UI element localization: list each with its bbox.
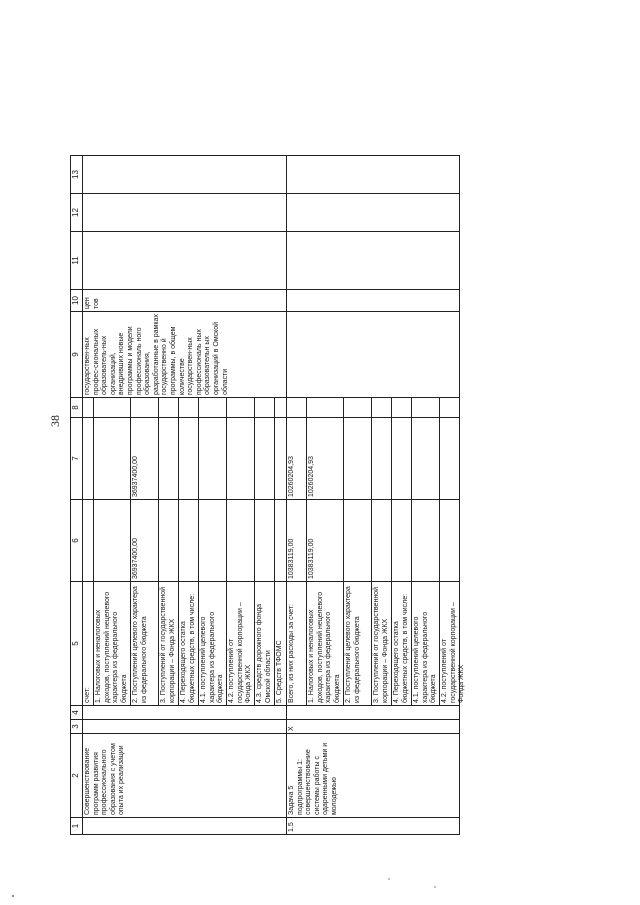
- blank-line: [287, 398, 306, 417]
- funding-line: 4.1. поступлений целевого характера из федерального бюджета: [198, 582, 226, 705]
- col-header: 10: [71, 290, 83, 312]
- funding-line: 4.3. средств дорожного фонда Омской области: [254, 582, 274, 705]
- blank-line: [254, 398, 274, 417]
- amount-line: [343, 418, 371, 499]
- amount-line: [371, 500, 391, 581]
- amount-line: 36937400,00: [130, 418, 158, 499]
- col-header: 5: [71, 582, 83, 706]
- amount-line: [226, 418, 254, 499]
- blank-line: [198, 398, 226, 417]
- blank-line: [306, 398, 343, 417]
- scan-speck: [12, 895, 14, 897]
- cell-activity: Задача 5 подпрограммы 1: совершенствование системы работы с одаренными детьми и молодежью: [287, 734, 460, 818]
- cell-col13: [287, 156, 460, 194]
- blank-line: [93, 398, 130, 417]
- amount-line: 10383119,00: [288, 538, 295, 579]
- funding-line: 4.1. поступлений целевого характера из федерального бюджета: [411, 582, 439, 705]
- amount-line: [198, 418, 226, 499]
- scan-speck: [434, 886, 436, 888]
- blank-line: [439, 398, 459, 417]
- cell-indicator: государствен-ных профес-сиональных образователь-ных организаций, внедривших новые программы и модели профессиональ ного образования, разработанные в рамках государственно й программы, в общем количестве государствен-ных профессиональ ных образовательн ых организаций в Омской области: [83, 312, 287, 398]
- amount-line: [83, 418, 93, 499]
- funding-line: 2. Поступлений целевого характера из федерального бюджета: [343, 582, 371, 705]
- amount-line: [226, 500, 254, 581]
- funding-line: 1. Налоговых и неналоговых доходов, поступлений нецелевого характера из федерального бюджета: [306, 582, 343, 705]
- col-header: 7: [71, 418, 83, 500]
- cell-col11: [83, 232, 287, 290]
- amount-line: [343, 500, 371, 581]
- cell-col8: [83, 398, 287, 418]
- funding-line: 1. Налоговых и неналоговых доходов, поступлений нецелевого характера из федерального бюджета: [93, 582, 130, 705]
- blank-line: [83, 398, 93, 417]
- amount-line: [391, 500, 411, 581]
- amount-line: [83, 500, 93, 581]
- amount-line: [254, 418, 274, 499]
- blank-line: [178, 398, 198, 417]
- cell-activity: Совершенствование программ развития профессионального образования с учетом опыта их реализации: [83, 734, 287, 818]
- funding-line: 5. Средств ТФОМС: [274, 582, 286, 705]
- blank-line: [371, 398, 391, 417]
- funding-line: 4. Переходящего остатка бюджетных средств, в том числе:: [178, 582, 198, 705]
- blank-line: [226, 398, 254, 417]
- col-header: 3: [71, 720, 83, 734]
- funding-line: 4.2. поступлений от государственной корпорации – Фонда ЖКХ: [439, 582, 459, 705]
- amount-line: [158, 500, 178, 581]
- amount-line: [371, 418, 391, 499]
- funding-line: 3. Поступлений от государственной корпорации – Фонда ЖКХ: [371, 582, 391, 705]
- amount-line: [391, 418, 411, 499]
- cell-col12: [287, 194, 460, 232]
- col-header: 12: [71, 194, 83, 232]
- amount-line: [93, 500, 130, 581]
- col-header: 11: [71, 232, 83, 290]
- cell-funding-sources: [83, 582, 287, 706]
- amount-line: [178, 500, 198, 581]
- page-number: 38: [48, 415, 62, 427]
- funding-line: 2. Поступлений целевого характера из федерального бюджета: [130, 582, 158, 705]
- cell-index: [83, 818, 287, 835]
- amount-line: [254, 500, 274, 581]
- cell-amount-plan: [83, 500, 287, 582]
- cell-funding-sources: [287, 582, 466, 706]
- budget-table: [70, 155, 466, 835]
- amount-line: 10383119,00: [306, 500, 343, 581]
- funding-line: Всего, из них расходы за счет:: [288, 604, 295, 703]
- cell-col8: [287, 398, 460, 418]
- scan-speck: [388, 878, 390, 880]
- cell-amount-fact: [287, 418, 460, 500]
- header-row: [71, 156, 83, 835]
- amount-line: 36937400,00: [130, 500, 158, 581]
- amount-line: 10260204,93: [288, 456, 295, 497]
- col-header: 9: [71, 312, 83, 398]
- amount-line: [178, 418, 198, 499]
- funding-line: счет:: [84, 687, 91, 703]
- cell-indicator: [287, 312, 460, 398]
- funding-line: 4.2. поступлений от государственной корпорации – Фонда ЖКХ: [226, 582, 254, 705]
- table-row: [83, 156, 287, 835]
- amount-line: [439, 418, 459, 499]
- col-header: 2: [71, 734, 83, 818]
- blank-line: [274, 398, 286, 417]
- amount-line: [411, 500, 439, 581]
- cell-col11: [287, 232, 460, 290]
- cell-unit: цен тов: [83, 290, 287, 312]
- amount-line: [158, 418, 178, 499]
- amount-line: [93, 418, 130, 499]
- blank-line: [158, 398, 178, 417]
- cell-amount-fact: [83, 418, 287, 500]
- col-header: 1: [71, 818, 83, 835]
- amount-line: [411, 418, 439, 499]
- funding-line: 4. Переходящего остатка бюджетных средств, в том числе:: [391, 582, 411, 705]
- cell-col3: X: [287, 720, 460, 734]
- funding-line: 3. Поступлений от государственной корпорации – Фонда ЖКХ: [158, 582, 178, 705]
- amount-line: [274, 418, 286, 499]
- cell-col3: [83, 720, 287, 734]
- col-header: 8: [71, 398, 83, 418]
- cell-col12: [83, 194, 287, 232]
- blank-line: [343, 398, 371, 417]
- amount-line: [274, 500, 286, 581]
- amount-line: 10260204,93: [306, 418, 343, 499]
- col-header: 6: [71, 500, 83, 582]
- cell-unit: [287, 290, 460, 312]
- table-row: [287, 156, 460, 835]
- cell-col4: [83, 706, 287, 720]
- blank-line: [391, 398, 411, 417]
- amount-line: [198, 500, 226, 581]
- amount-line: [439, 500, 459, 581]
- blank-line: [130, 398, 158, 417]
- cell-col4: [287, 706, 460, 720]
- cell-col13: [83, 156, 287, 194]
- blank-line: [411, 398, 439, 417]
- col-header: 13: [71, 156, 83, 194]
- cell-index: 1.5: [287, 818, 460, 835]
- col-header: 4: [71, 706, 83, 720]
- cell-amount-plan: [287, 500, 460, 582]
